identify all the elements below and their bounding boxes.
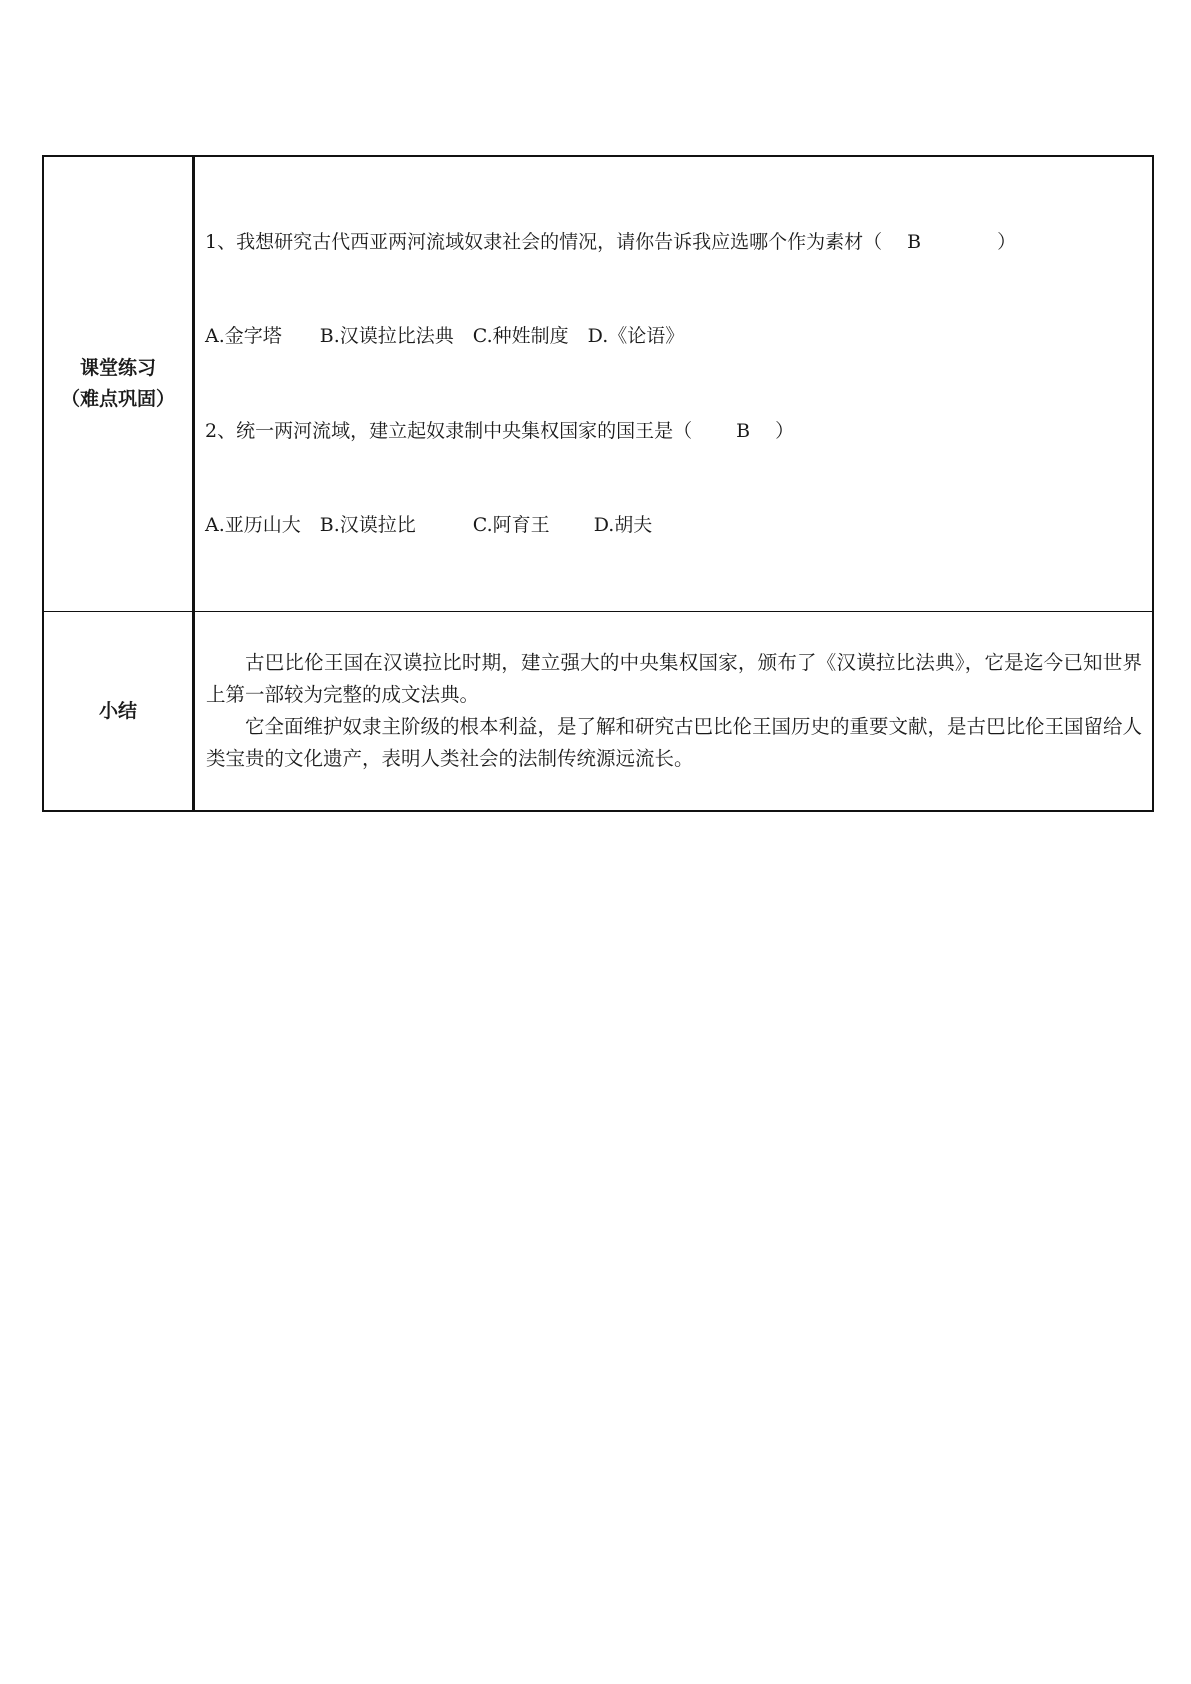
summary-label-cell	[43, 612, 194, 812]
exercise-sublabel: （难点巩固）	[60, 388, 175, 410]
exercise-content-cell	[194, 156, 1154, 612]
question-1: 1、我想研究古代西亚两河流域奴隶社会的情况，请你告诉我应选哪个作为素材（ B ）	[205, 230, 1017, 253]
lesson-table	[42, 155, 1154, 812]
summary-label: 小结	[98, 699, 137, 722]
summary-row	[43, 612, 1153, 812]
summary-content-cell	[194, 612, 1154, 812]
summary-text	[195, 647, 1152, 775]
exercise-label-cell	[43, 156, 194, 612]
summary-paragraph-1: 古巴比伦王国在汉谟拉比时期，建立强大的中央集权国家，颁布了《汉谟拉比法典》，它是迄今已知世界上第一部较为完整的成文法典。	[206, 651, 1142, 706]
question-2: 2、统一两河流域，建立起奴隶制中央集权国家的国王是（ B ）	[205, 419, 795, 442]
exercise-questions	[195, 164, 1152, 605]
summary-paragraph-2: 它全面维护奴隶主阶级的根本利益，是了解和研究古巴比伦王国历史的重要文献，是古巴比伦王国留给人类宝贵的文化遗产，表明人类社会的法制传统源远流长。	[206, 715, 1143, 770]
question-2-options: A.亚历山大 B.汉谟拉比 C.阿育王 D.胡夫	[205, 514, 653, 536]
question-1-options: A.金字塔 B.汉谟拉比法典 C.种姓制度 D.《论语》	[205, 325, 685, 347]
exercise-label: 课堂练习	[79, 357, 156, 379]
exercise-row	[43, 156, 1153, 612]
